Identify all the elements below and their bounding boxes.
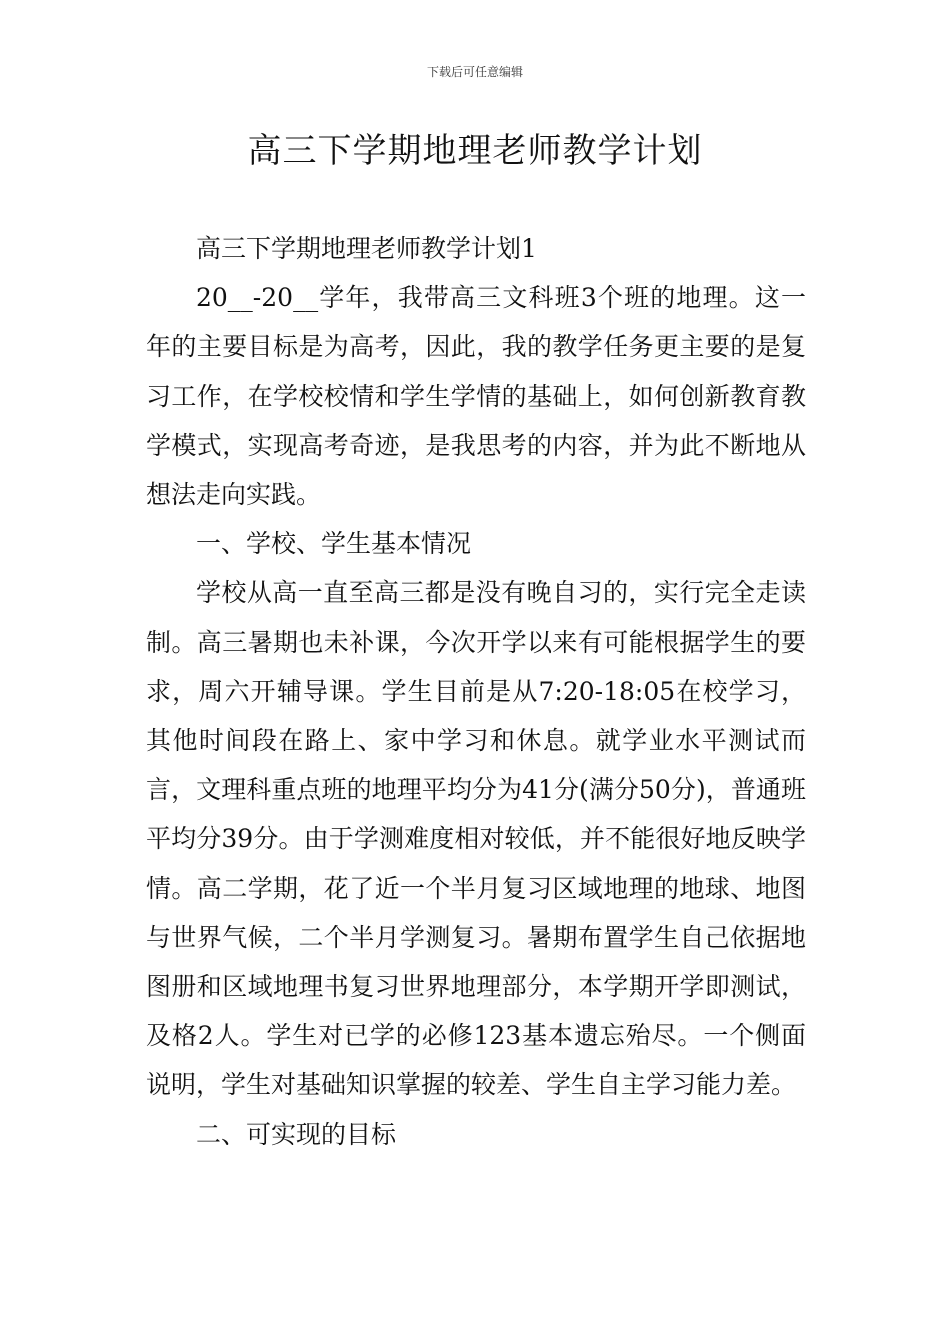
document-title: 高三下学期地理老师教学计划 (247, 131, 703, 171)
section-heading-school-students: 一、学校、学生基本情况 (196, 529, 472, 559)
section-subtitle: 高三下学期地理老师教学计划1 (196, 234, 537, 263)
section-heading-goals: 二、可实现的目标 (196, 1119, 397, 1149)
intro-paragraph: 20__-20__学年，我带高三文科班3个班的地理。这一年的主要目标是为高考，因此，我的教学任务更主要的是复习工作，在学校校情和学生学情的基础上，如何创新教育教学模式，实现高考奇迹，是我思考的内容，并为此不断地从想法走向实践。 (146, 283, 806, 510)
school-students-paragraph: 学校从高一直至高三都是没有晚自习的，实行完全走读制。高三暑期也未补课，今次开学以来有可能根据学生的要求，周六开辅导课。学生目前是从7:20-18:05在校学习，其他时间段在路上、家中学习和休息。就学业水平测试而言，文理科重点班的地理平均分为41分(满分50分)，普通班平均分39分。由于学测难度相对较低，并不能很好地反映学情。高二学期，花了近一个半月复习区域地理的地球、地图与世界气候，二个半月学测复习。暑期布置学生自己依据地图册和区域地理书复习世界地理部分，本学期开学即测试，及格2人。学生对已学的必修123基本遗忘殆尽。一个侧面说明，学生对基础知识掌握的较差、学生自主学习能力差。 (146, 578, 806, 1100)
header-note: 下载后可任意编辑 (426, 65, 523, 79)
document-body (146, 224, 806, 1159)
